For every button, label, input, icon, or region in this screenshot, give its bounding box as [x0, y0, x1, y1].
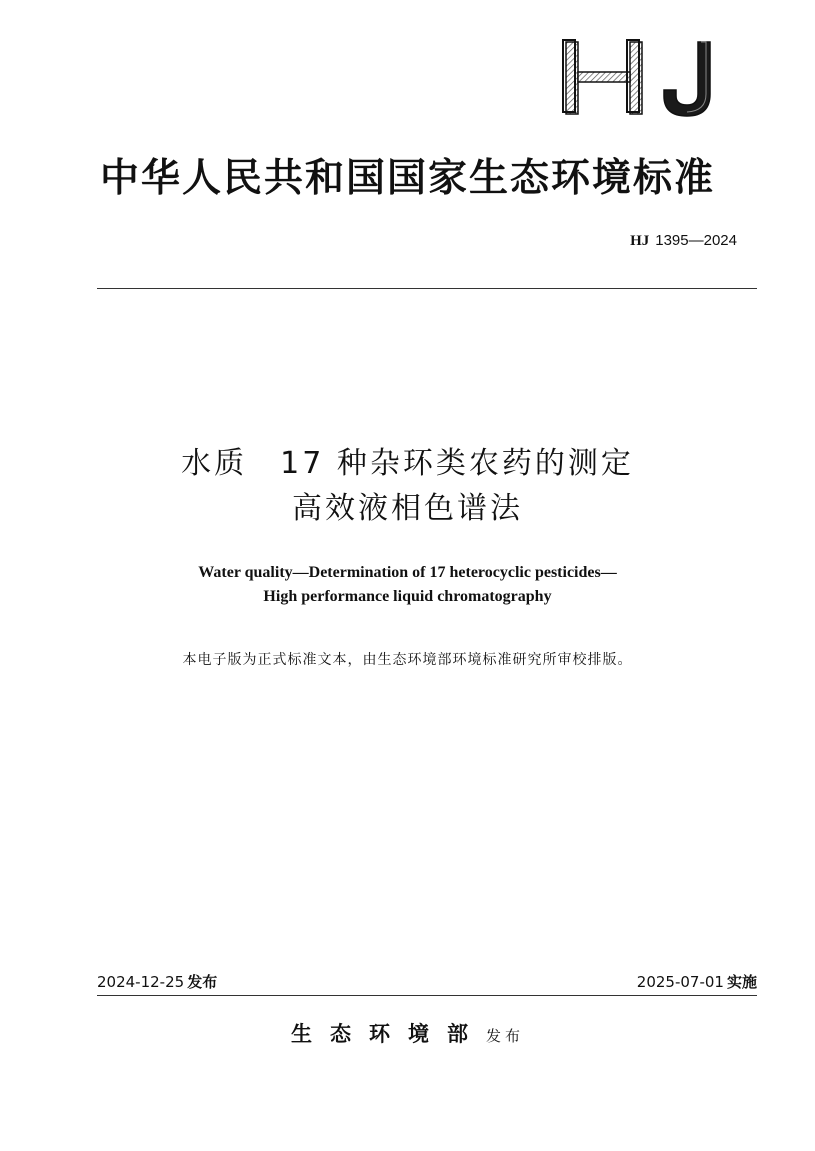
publisher-line [0, 1019, 815, 1051]
en-title-line2: High performance liquid chromatography [263, 588, 552, 605]
standard-number-value: 1395—2024 [655, 232, 737, 249]
effective-date-value: 2025-07-01 [636, 973, 724, 991]
logo-letter-h [563, 40, 642, 114]
issue-date [97, 970, 217, 994]
en-title-line1: Water quality—Determination of 17 heterocyclic pesticides— [198, 564, 617, 581]
standard-code: HJ [630, 233, 650, 249]
publish-label: 发布 [485, 1027, 524, 1045]
issuer-title: 中华人民共和国国家生态环境标准 [99, 155, 715, 201]
cn-title-line1: 水质 17 种杂环类农药的测定 [181, 446, 634, 481]
issue-date-value: 2024-12-25 [97, 973, 185, 991]
standard-number [630, 228, 737, 253]
footer-divider [97, 995, 757, 996]
logo-letter-j [664, 42, 710, 116]
effective-date-label: 实施 [726, 973, 757, 991]
cn-title-line2: 高效液相色谱法 [292, 491, 523, 526]
logo-text: HJ [560, 38, 562, 39]
issue-date-label: 发布 [187, 973, 218, 991]
publisher-name: 生态环境部 [290, 1021, 486, 1046]
effective-date [637, 970, 757, 994]
header-divider [97, 288, 757, 289]
electronic-version-note: 本电子版为正式标准文本，由生态环境部环境标准研究所审校排版。 [182, 652, 633, 668]
hj-logo [560, 38, 720, 118]
